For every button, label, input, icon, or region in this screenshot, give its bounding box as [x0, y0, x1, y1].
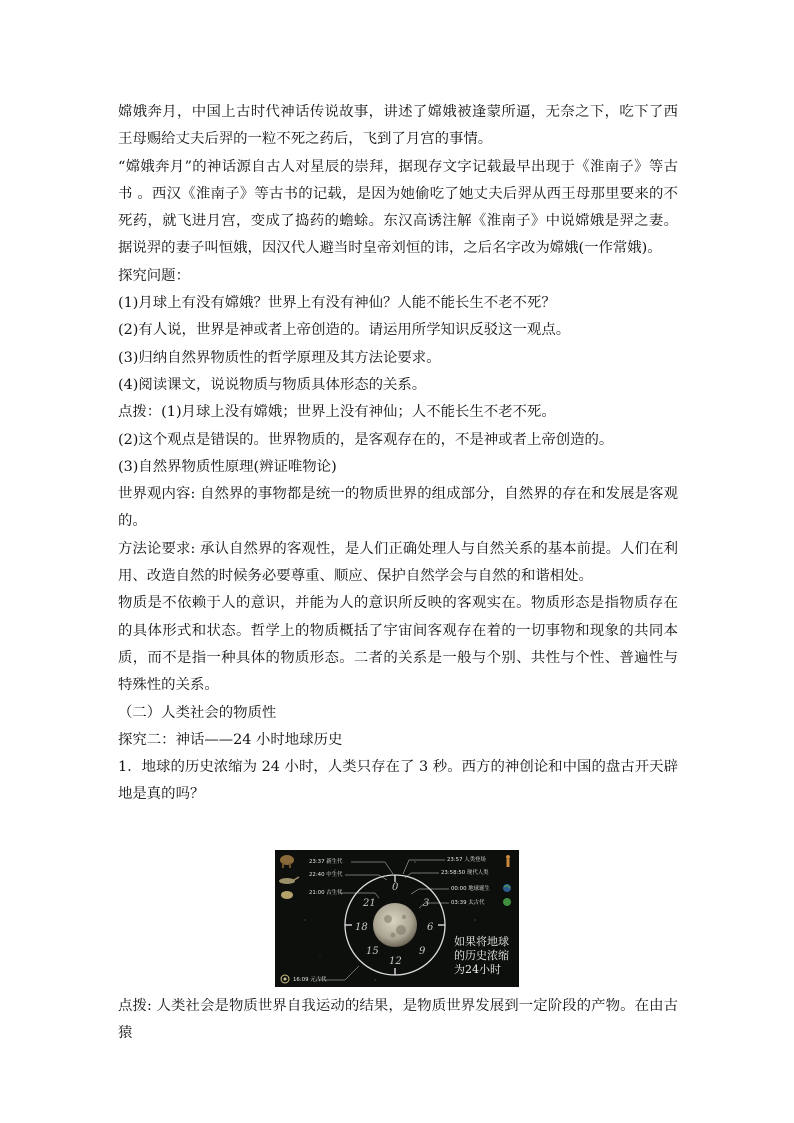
paragraph-question-1: (1)月球上有没有嫦娥？世界上有没有神仙？人能不能长生不老不死？ [118, 295, 556, 312]
label-humans-appear: 23:57 人类登场 [447, 857, 486, 863]
paragraph-methodology: 方法论要求: 承认自然界的客观性，是人们正确处理人与自然关系的基本前提。人们在利用、改造自然的时候务必要尊重、顺应、保护自然学会与自然的和谐相处。 [118, 540, 678, 585]
paragraph-question-3: (3)归纳自然界物质性的哲学原理及其方法论要求。 [118, 349, 441, 366]
clock-number-18: 18 [355, 922, 368, 933]
paragraph-hint-society: 点拨: 人类社会是物质世界自我运动的结果，是物质世界发展到一定阶段的产物。在由古猿 [118, 998, 678, 1042]
earth-history-figure [275, 850, 519, 987]
primitive-life-icon [503, 898, 511, 906]
clock-number-15: 15 [366, 946, 379, 957]
label-archean: 03:39 太古代 [451, 900, 485, 906]
paragraph-hint-2: (2)这个观点是错误的。世界物质的，是客观存在的，不是神或者上帝创造的。 [118, 431, 614, 448]
paragraph-question-4: (4)阅读课文，说说物质与物质具体形态的关系。 [118, 376, 427, 393]
human-icon [506, 855, 510, 867]
clock-number-9: 9 [419, 946, 426, 957]
clock-number-0: 0 [392, 882, 399, 893]
earth-icon [503, 884, 511, 892]
text-block-top [118, 99, 678, 809]
clock-number-21: 21 [363, 898, 376, 909]
fossil-icon [281, 975, 289, 983]
paragraph-worldview: 世界观内容: 自然界的事物都是统一的物质世界的组成部分，自然界的存在和发展是客观的。 [118, 486, 678, 530]
label-paleozoic: 21:00 古生代 [309, 890, 343, 896]
paragraph-hint-1: 点拨：(1)月球上没有嫦娥；世界上没有神仙；人不能长生不老不死。 [118, 404, 556, 421]
clock-number-3: 3 [423, 898, 430, 909]
paragraph-inquiry-2: 探究二：神话——24 小时地球历史 [118, 731, 343, 748]
paragraph-hint-3: (3)自然界物质性原理(辨证唯物论) [118, 458, 337, 475]
paragraph-question-2: (2)有人说，世界是神或者上帝创造的。请运用所学知识反驳这一观点。 [118, 322, 571, 339]
paragraph-matter-definition: 物质是不依赖于人的意识，并能为人的意识所反映的客观实在。物质形态是指物质存在的具体形式和状态。哲学上的物质概括了宇宙间客观存在着的一切事物和现象的共同本质，而不是指一种具体的物质形态。二者的关系是一般与个别、共性与个性、普遍性与特殊性的关系。 [118, 595, 678, 694]
section-heading: （二）人类社会的物质性 [118, 704, 277, 721]
label-cenozoic: 23:37 新生代 [309, 859, 343, 865]
paragraph-question-earth-history: 1．地球的历史浓缩为 24 小时，人类只存在了 3 秒。西方的神创论和中国的盘古开天辟地是真的吗？ [118, 759, 678, 803]
label-mesozoic: 22:40 中生代 [309, 872, 343, 878]
trilobite-icon [281, 891, 293, 899]
figure-caption-line-2: 的历史浓缩 [454, 949, 509, 962]
clock-number-12: 12 [389, 956, 402, 967]
clock-number-6: 6 [427, 922, 434, 933]
mammoth-icon [280, 855, 294, 868]
paragraph-intro: 嫦娥奔月，中国上古时代神话传说故事，讲述了嫦娥被逢蒙所逼，无奈之下，吃下了西王母赐给丈夫后羿的一粒不死之药后，飞到了月宫的事情。 [118, 104, 678, 148]
dinosaur-icon [279, 877, 299, 884]
paragraph-myth-origin: “嫦娥奔月”的神话源自古人对星辰的崇拜，据现存文字记载最早出现于《淮南子》等古书 。西汉《淮南子》等古书的记载，是因为她偷吃了她丈夫后羿从西王母那里要来的不死药，就飞进月宫，变成了捣药的蟾蜍。东汉高诱注解《淮南子》中说嫦娥是羿之妻。据说羿的妻子叫恒娥，因汉代人避当时皇帝刘恒的讳，之后名字改为嫦娥(一作常娥)。 [118, 158, 678, 257]
paragraph-questions-heading: 探究问题： [118, 267, 190, 284]
label-earth-born: 00:00 地球诞生 [451, 886, 490, 892]
earth-history-clock-image [275, 850, 519, 987]
label-proterozoic: 16:09 元古代 [293, 977, 327, 983]
figure-caption-line-3: 为24小时 [454, 963, 501, 976]
label-modern-humans: 23:58:50 现代人类 [441, 870, 489, 876]
figure-caption-line-1: 如果将地球 [454, 935, 509, 948]
text-block-bottom [118, 993, 678, 1048]
moon-image [373, 903, 417, 947]
